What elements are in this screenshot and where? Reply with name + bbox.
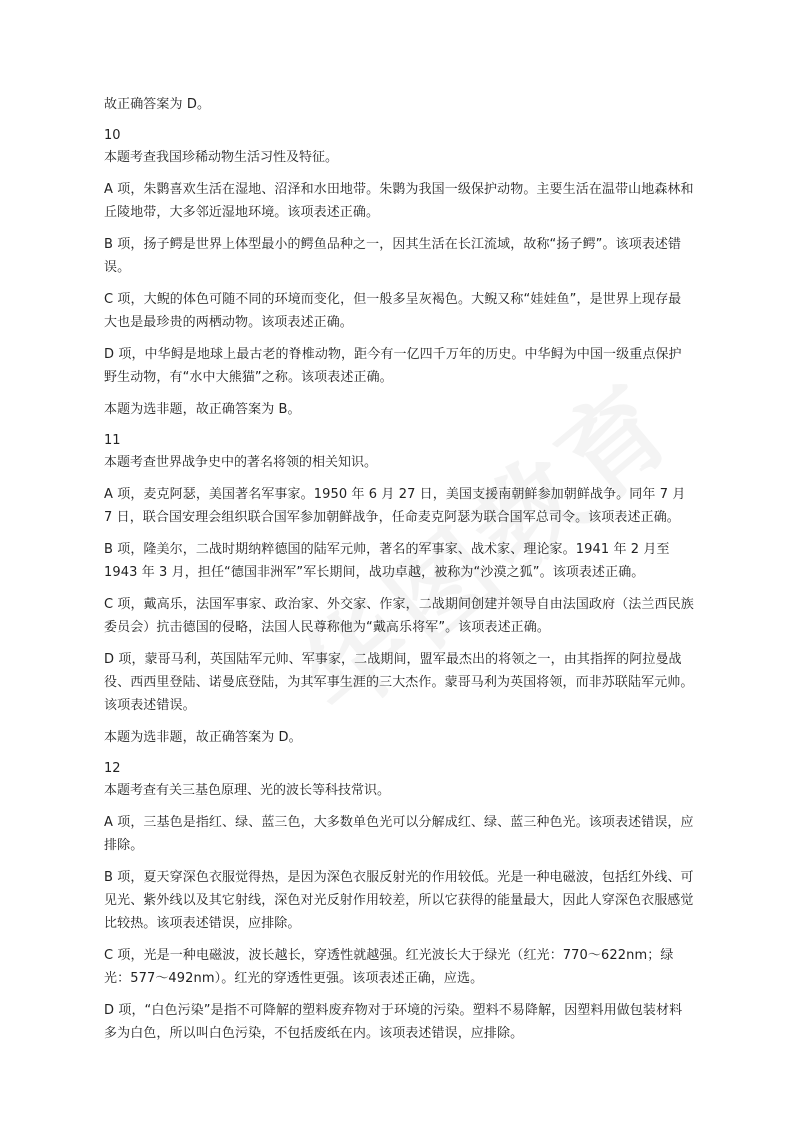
question-12 — [104, 758, 694, 1045]
option-c-analysis: C 项，光是一种电磁波，波长越长，穿透性就越强。红光波长大于绿光（红光：770～622nm；绿光：577～492nm）。红光的穿透性更强。该项表述正确，应选。 — [104, 948, 674, 986]
option-a-analysis: A 项，朱鹮喜欢生活在湿地、沼泽和水田地带。朱鹮为我国一级保护动物。主要生活在温带山地森林和丘陵地带，大多邻近湿地环境。该项表述正确。 — [104, 182, 694, 220]
option-a-analysis: A 项，麦克阿瑟，美国著名军事家。1950 年 6 月 27 日，美国支援南朝鲜参加朝鲜战争。同年 7 月 7 日，联合国安理会组织联合国军参加朝鲜战争，任命麦克阿瑟为联合国军总司令。该项表述正确。 — [104, 487, 686, 525]
option-c-analysis: C 项，大鲵的体色可随不同的环境而变化，但一般多呈灰褐色。大鲵又称“娃娃鱼”，是世界上现存最大也是最珍贵的两栖动物。该项表述正确。 — [104, 292, 682, 330]
option-d-analysis: D 项，中华鲟是地球上最古老的脊椎动物，距今有一亿四千万年的历史。中华鲟为中国一级重点保护野生动物，有“水中大熊猫”之称。该项表述正确。 — [104, 347, 682, 385]
option-d-analysis: D 项，蒙哥马利，英国陆军元帅、军事家，二战期间，盟军最杰出的将领之一，由其指挥的阿拉曼战役、西西里登陆、诺曼底登陆，为其军事生涯的三大杰作。蒙哥马利为英国将领，而非苏联陆军元帅。该项表述错误。 — [104, 652, 694, 713]
question-10 — [104, 125, 694, 421]
option-c-analysis: C 项，戴高乐，法国军事家、政治家、外交家、作家，二战期间创建并领导自由法国政府（法兰西民族委员会）抗击德国的侵略，法国人民尊称他为“戴高乐将军”。该项表述正确。 — [104, 597, 694, 635]
intro-answer: 故正确答案为 D。 — [104, 97, 211, 112]
answer-conclusion: 本题为选非题，故正确答案为 B。 — [104, 402, 301, 417]
question-number: 10 — [104, 128, 121, 143]
question-topic: 本题考查我国珍稀动物生活习性及特征。 — [104, 150, 339, 165]
question-topic: 本题考查有关三基色原理、光的波长等科技常识。 — [104, 783, 391, 798]
option-b-analysis: B 项，夏天穿深色衣服觉得热，是因为深色衣服反射光的作用较低。光是一种电磁波，包括红外线、可见光、紫外线以及其它射线，深色对光反射作用较差，所以它获得的能量最大，因此人穿深色衣服感觉比较热。该项表述错误，应排除。 — [104, 870, 694, 931]
option-a-analysis: A 项，三基色是指红、绿、蓝三色，大多数单色光可以分解成红、绿、蓝三种色光。该项表述错误，应排除。 — [104, 815, 694, 853]
question-topic: 本题考查世界战争史中的著名将领的相关知识。 — [104, 455, 378, 470]
document-body — [104, 93, 694, 1054]
option-b-analysis: B 项，隆美尔，二战时期纳粹德国的陆军元帅，著名的军事家、战术家、理论家。1941 年 2 月至 1943 年 3 月，担任“德国非洲军”军长期间，战功卓越，被称为“沙漠之狐”。该项表述正确。 — [104, 542, 670, 580]
question-11 — [104, 430, 694, 749]
question-number: 12 — [104, 761, 121, 776]
question-number: 11 — [104, 433, 121, 448]
option-d-analysis: D 项，“白色污染”是指不可降解的塑料废弃物对于环境的污染。塑料不易降解，因塑料用做包装材料多为白色，所以叫白色污染，不包括废纸在内。该项表述错误，应排除。 — [104, 1003, 683, 1041]
answer-conclusion: 本题为选非题，故正确答案为 D。 — [104, 730, 302, 745]
option-b-analysis: B 项，扬子鳄是世界上体型最小的鳄鱼品种之一，因其生活在长江流域，故称“扬子鳄”。该项表述错误。 — [104, 237, 682, 275]
